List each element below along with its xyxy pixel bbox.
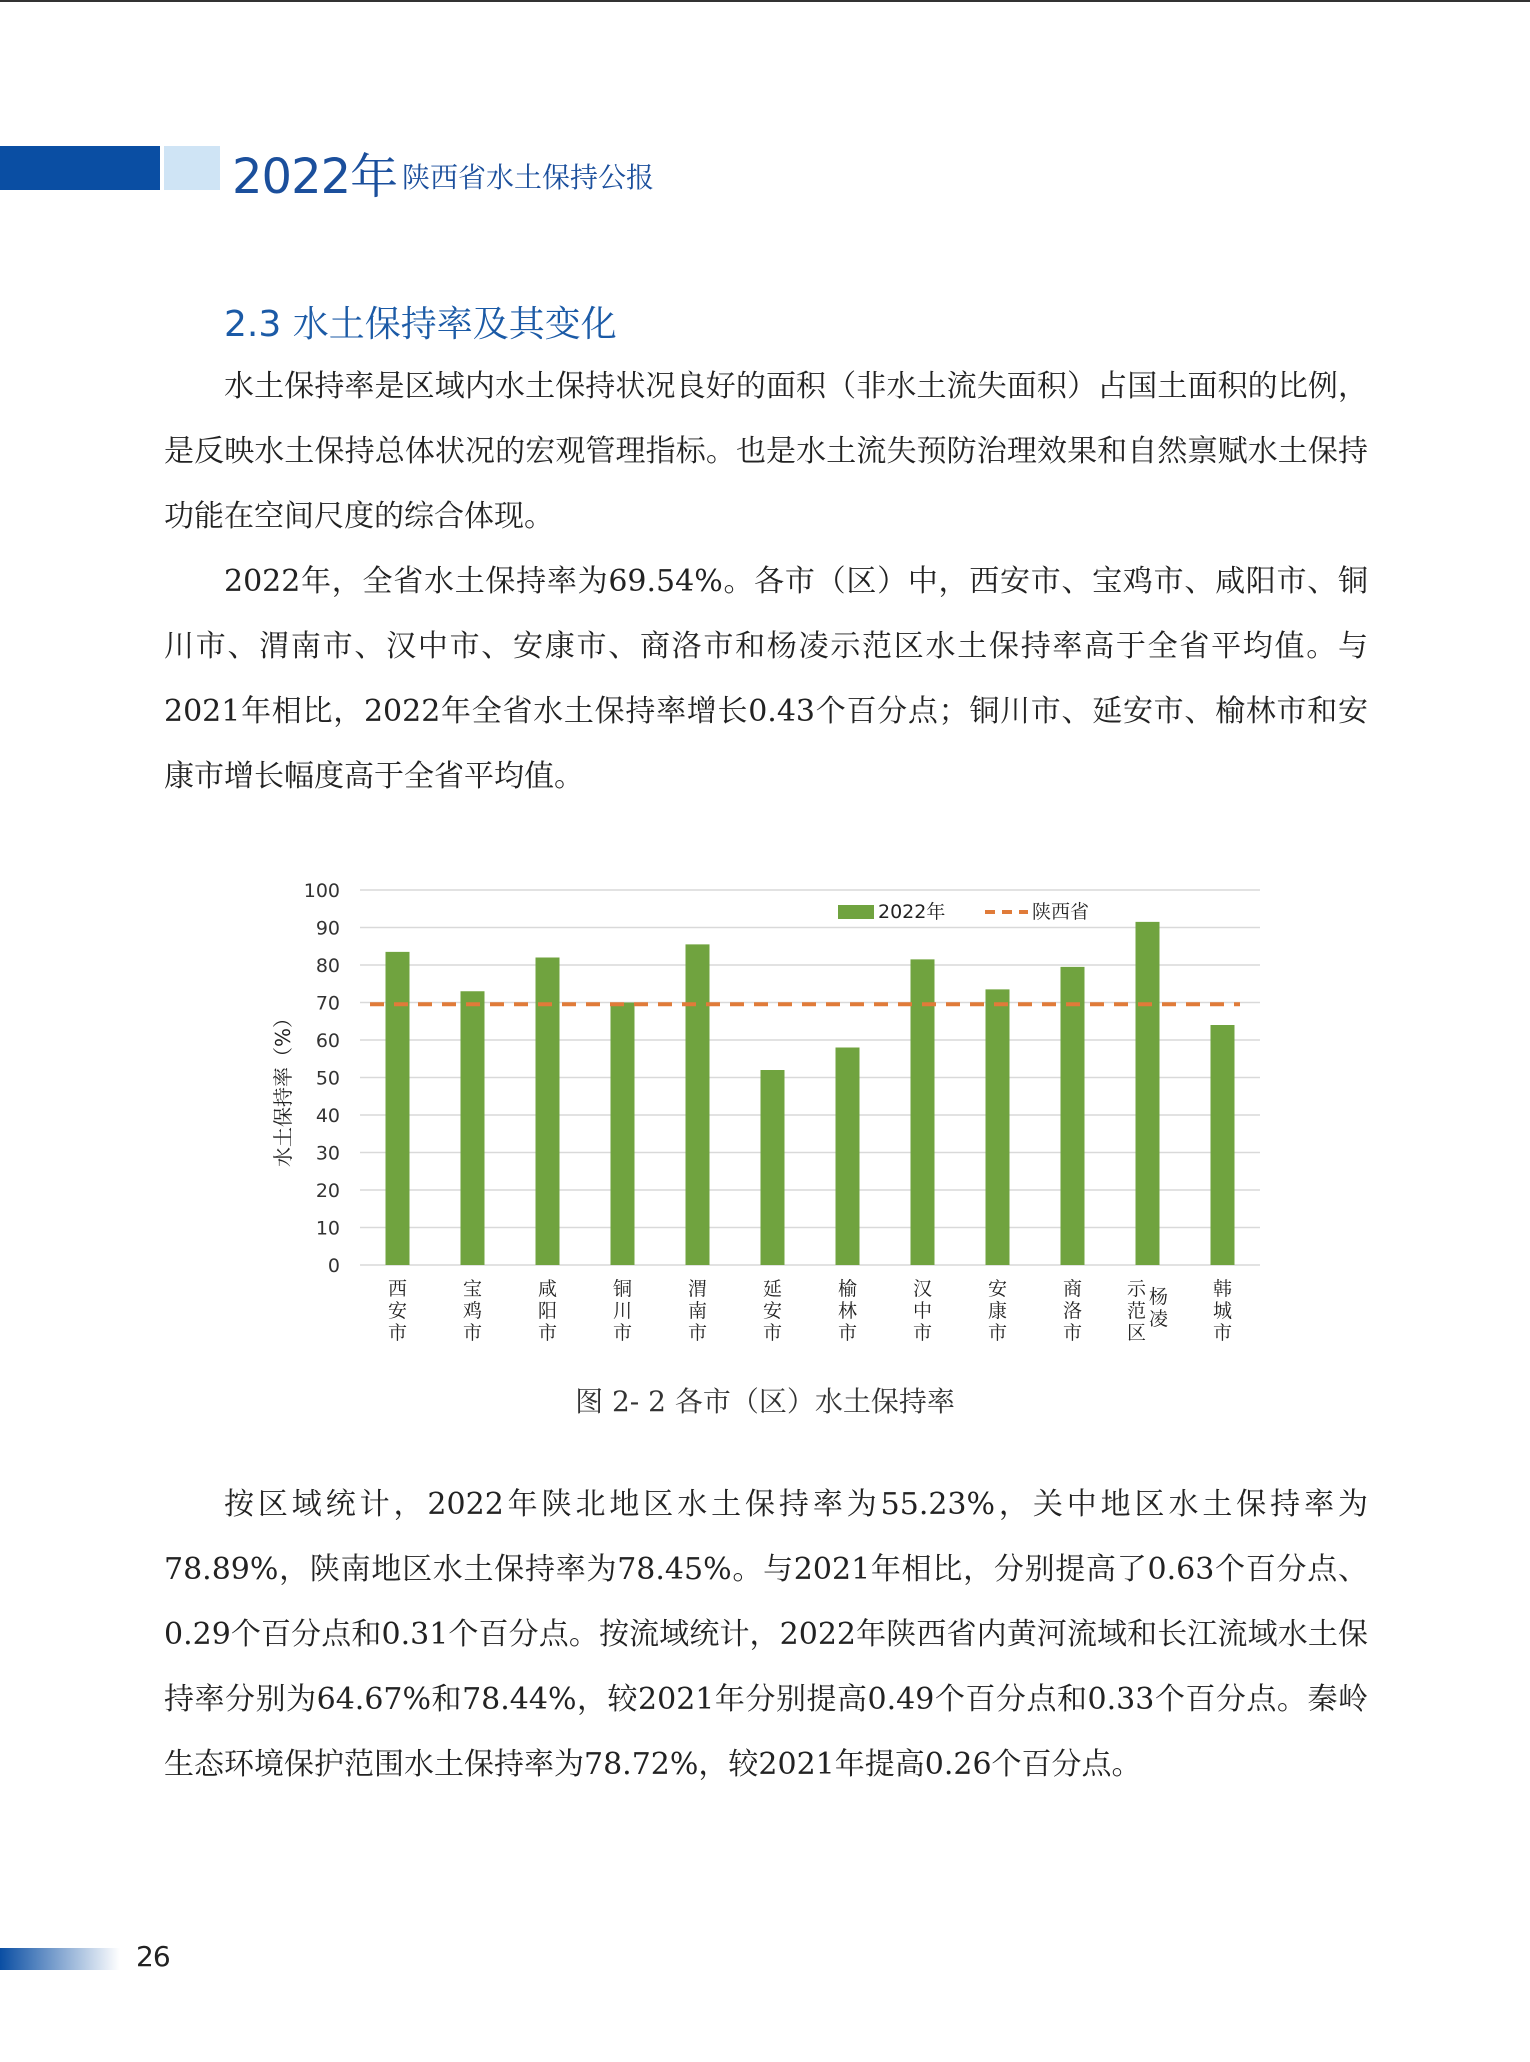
paragraph-2022-summary: 2022年，全省水土保持率为69.54%。各市（区）中，西安市、宝鸡市、咸阳市、铜川市、渭南市、汉中市、安康市、商洛市和杨凌示范区水土保持率高于全省平均值。与2021年相比，2022年全省水土保持率增长0.43个百分点；铜川市、延安市、榆林市和安康市增长幅度高于全省平均值。 <box>164 564 1368 794</box>
header-title: 陕西省水土保持公报 <box>402 161 655 194</box>
x-tick-label: 市 <box>1062 1322 1083 1344</box>
y-tick-label: 40 <box>315 1105 340 1127</box>
x-tick-label: 延 <box>762 1278 783 1300</box>
y-tick-label: 10 <box>315 1217 340 1240</box>
bar <box>986 989 1010 1265</box>
bar <box>836 1048 860 1266</box>
y-tick-label: 30 <box>315 1142 340 1165</box>
bar <box>386 952 410 1265</box>
x-tick-label: 林 <box>837 1300 858 1322</box>
x-tick-label: 安 <box>387 1300 408 1322</box>
x-tick-label: 市 <box>987 1322 1008 1344</box>
y-tick-label: 50 <box>315 1067 340 1090</box>
y-tick-label: 100 <box>303 880 340 902</box>
x-tick-label: 市 <box>762 1322 783 1344</box>
top-rule <box>0 0 1530 2</box>
bar <box>461 991 485 1265</box>
bar <box>1136 922 1160 1265</box>
x-tick-label: 渭 <box>687 1278 708 1300</box>
x-tick-label: 安 <box>987 1278 1008 1300</box>
x-tick-label: 榆 <box>837 1278 858 1300</box>
x-tick-label: 凌 <box>1148 1308 1169 1330</box>
x-tick-label: 咸 <box>537 1278 558 1300</box>
bar <box>686 944 710 1265</box>
x-tick-label: 市 <box>462 1322 483 1344</box>
x-tick-label: 市 <box>687 1322 708 1344</box>
x-tick-label: 市 <box>912 1322 933 1344</box>
x-tick-label: 阳 <box>537 1300 558 1322</box>
header-year: 2022年 <box>232 149 398 205</box>
y-tick-label: 20 <box>315 1180 340 1202</box>
x-tick-label: 市 <box>837 1322 858 1344</box>
x-tick-label: 洛 <box>1062 1300 1083 1322</box>
x-tick-label: 南 <box>687 1300 708 1322</box>
x-tick-label: 韩 <box>1212 1278 1233 1300</box>
x-tick-label: 铜 <box>612 1278 633 1300</box>
paragraph-region-basin: 按区域统计，2022年陕北地区水土保持率为55.23%，关中地区水土保持率为78.89%，陕南地区水土保持率为78.45%。与2021年相比，分别提高了0.63个百分点、0.29个百分点和0.31个百分点。按流域统计，2022年陕西省内黄河流域和长江流域水土保持率分别为64.67%和78.44%，较2021年分别提高0.49个百分点和0.33个百分点。秦岭生态环境保护范围水土保持率为78.72%，较2021年提高0.26个百分点。 <box>164 1487 1368 1782</box>
section-heading: 2.3 水土保持率及其变化 <box>224 304 617 345</box>
y-axis-label: 水土保持率（%） <box>271 1007 295 1168</box>
header-bar-dark <box>0 146 160 190</box>
page-number: 26 <box>136 1940 170 1973</box>
bar <box>1061 967 1085 1265</box>
bar <box>611 1003 635 1266</box>
legend-label-province: 陕西省 <box>1032 901 1090 923</box>
x-tick-label: 西 <box>387 1278 408 1300</box>
chart-svg <box>260 870 1280 1350</box>
legend-swatch-2022 <box>838 905 874 919</box>
x-tick-label: 市 <box>537 1322 558 1344</box>
x-tick-label: 康 <box>987 1300 1008 1322</box>
x-tick-label: 市 <box>612 1322 633 1344</box>
paragraph-definition: 水土保持率是区域内水土保持状况良好的面积（非水土流失面积）占国土面积的比例，是反映水土保持总体状况的宏观管理指标。也是水土流失预防治理效果和自然禀赋水土保持功能在空间尺度的综合体现。 <box>164 369 1368 534</box>
x-tick-label: 区 <box>1126 1322 1147 1344</box>
x-tick-label: 商 <box>1062 1278 1083 1300</box>
bar <box>761 1070 785 1265</box>
x-tick-label: 川 <box>612 1300 633 1322</box>
y-tick-label: 70 <box>315 992 340 1015</box>
y-tick-label: 90 <box>315 917 340 940</box>
x-tick-label: 宝 <box>462 1278 483 1300</box>
x-tick-label: 汉 <box>912 1278 933 1300</box>
x-tick-label: 安 <box>762 1300 783 1322</box>
x-tick-label: 中 <box>912 1300 933 1322</box>
retention-rate-chart <box>260 870 1280 1350</box>
legend-label-2022: 2022年 <box>878 901 946 923</box>
y-tick-label: 0 <box>327 1255 340 1277</box>
x-tick-label: 市 <box>1212 1322 1233 1344</box>
bar <box>1211 1025 1235 1265</box>
footer-bar <box>0 1948 120 1970</box>
y-tick-label: 60 <box>315 1030 340 1052</box>
x-tick-label: 示 <box>1126 1278 1147 1300</box>
x-tick-label: 城 <box>1212 1300 1233 1322</box>
x-tick-label: 杨 <box>1148 1286 1169 1308</box>
x-tick-label: 范 <box>1126 1300 1147 1322</box>
x-tick-label: 鸡 <box>462 1300 483 1322</box>
x-tick-label: 市 <box>387 1322 408 1344</box>
figure-caption: 图 2- 2 各市（区）水土保持率 <box>575 1385 955 1418</box>
y-tick-label: 80 <box>315 955 340 977</box>
header-bar-light <box>164 146 220 190</box>
